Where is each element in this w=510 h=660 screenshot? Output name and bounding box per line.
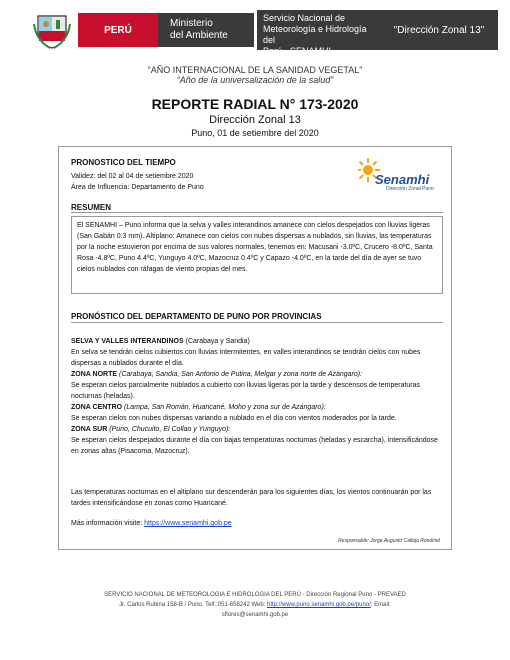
service-line-2: Meteorología e Hidrología del (263, 24, 367, 45)
sur-title: ZONA SUR (71, 426, 108, 433)
report-subtitle: Dirección Zonal 13 (209, 114, 301, 126)
selva-block (71, 336, 443, 457)
forecast-area: Área de Influencia: Departamento de Puno (71, 184, 204, 191)
selva-title: SELVA Y VALLES INTERANDINOS (71, 338, 184, 345)
selva-text: En selva se tendrán cielos cubiertos con lluvias intermitentes, en valles interandinos se tendrán cielos con nubes dispersas a nublados durante el día. (71, 349, 421, 367)
report-date: Puno, 01 de setiembre del 2020 (191, 128, 319, 138)
peru-label: PERÚ (78, 13, 158, 47)
service-line-3: Perú - SENAMHI (263, 46, 332, 56)
summary-divider (71, 212, 443, 213)
peru-crest-icon (32, 10, 72, 50)
norte-areas: (Carabaya, Sandia, San Antonio de Putina, Melgar y zona norte de Azángaro): (118, 371, 363, 378)
footer-line-1: SERVICIO NACIONAL DE METEOROLOGIA E HIDROLOGIA DEL PERÚ - Dirección Regional Puno - PREVAED (104, 592, 406, 598)
footer-web-link[interactable]: http://www.puno.senamhi.gob.pe/puno/ (267, 602, 371, 608)
centro-title: ZONA CENTRO (71, 404, 123, 411)
footer-address: Jr. Carlos Rubina 158-B / Puno, Telf.:051-658242 Web: (119, 602, 266, 608)
sur-areas: (Puno, Chucuito, El Collao y Yunguyo): (109, 426, 231, 433)
footer-line-2 (0, 602, 510, 608)
forecast-validity: Validez: del 02 al 04 de setiembre 2020 (71, 173, 194, 180)
report-title: REPORTE RADIAL N° 173-2020 (151, 96, 359, 112)
logo-tagline: Dirección Zonal Puno (386, 186, 434, 192)
norte-title: ZONA NORTE (71, 371, 118, 378)
logo-name: Senamhi (375, 172, 430, 187)
norte-text: Se esperan cielos parcialmente nublados a cubierto con lluvias ligeras por la tarde y descensos de temperaturas nocturnas (heladas). (71, 382, 421, 400)
provinces-heading: PRONÓSTICO DEL DEPARTAMENTO DE PUNO POR PROVINCIAS (71, 312, 322, 321)
provinces-divider (71, 322, 443, 323)
centro-areas: (Lampa, San Román, Huancané, Moho y zona sur de Azángaro): (124, 404, 326, 411)
summary-heading: RESUMEN (71, 203, 112, 212)
more-info (71, 518, 232, 529)
footer-email-label: ; Email: (370, 602, 391, 608)
service-label (257, 10, 380, 56)
centro-text: Se esperan cielos con nubes dispersas variando a nublado en el día con vientos moderados por la tarde. (71, 415, 397, 422)
ministry-line-2: del Ambiente (170, 30, 228, 41)
header-band (28, 10, 485, 56)
forecast-heading: PRONOSTICO DEL TIEMPO (71, 158, 176, 167)
responsible-signature: Responsable: Jorge Augusto Calloja Rondinel (338, 538, 440, 544)
more-info-label: Más información visite: (71, 520, 143, 527)
senamhi-link[interactable]: https://www.senamhi.gob.pe (144, 520, 232, 527)
footer-email: sflores@senamhi.gob.pe (221, 612, 289, 618)
sur-text: Se esperan cielos despejados durante el día con bajas temperaturas nocturnas (heladas y escarcha), intensificándose en zonas altas (Pisacoma, Mazocruz). (71, 437, 438, 455)
selva-areas: (Carabaya y Sandia) (185, 338, 250, 345)
service-line-1: Servicio Nacional de (263, 13, 346, 23)
summary-text: El SENAMHI – Puno informa que la selva y valles interandinos amanece con cielos despejados con lluvias ligeras (San Gabán 0.3 mm). Altiplano: Amanece con cielos con nubes dispersas a nublados, sin lluvias, las temperaturas por la noche estuvieron por encima de sus valores normales, tenemos en: Macusani -3.0ºC, Crucero -8.0ºC, Santa Rosa -4.8ºC, Puno 4.4ºC, Yunguyo 4.0ºC, Mazocruz 0.4ºC y Capazo -4.0ºC, en la tarde del día de ayer se tuvo cielos nublados con ráfagas de viento propias del mes. (77, 222, 433, 273)
year-motto: “Año de la universalización de la salud” (176, 75, 334, 85)
zone-label: "Dirección Zonal 13" (380, 10, 498, 50)
summary-box (71, 216, 443, 294)
year-name: “AÑO INTERNACIONAL DE LA SANIDAD VEGETAL” (147, 65, 363, 75)
ministry-line-1: Ministerio (170, 18, 213, 29)
closing-text: Las temperaturas nocturnas en el altiplano sur descenderán para los siguientes días, los vientos continuarán por las tardes intensificándose en zonas como Huancané. (71, 489, 432, 507)
ministry-label (158, 13, 254, 47)
